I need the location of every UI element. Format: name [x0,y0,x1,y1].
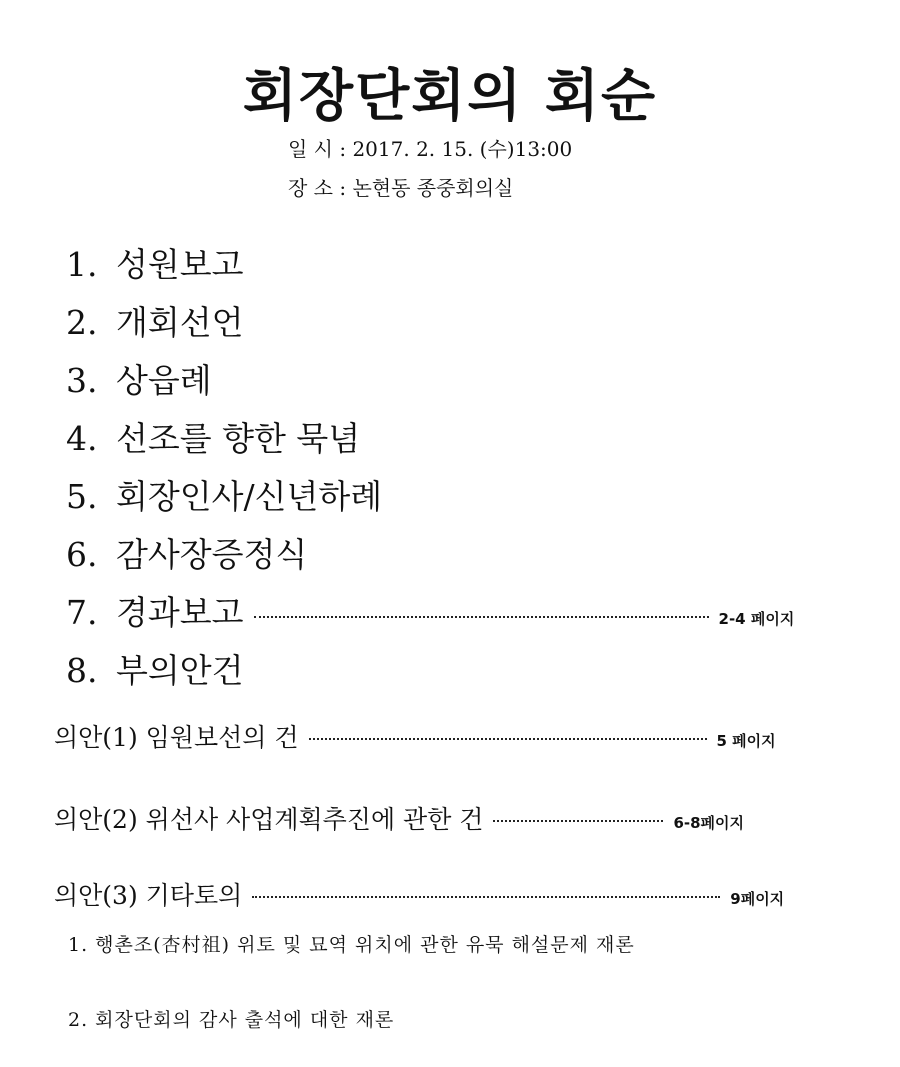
sub-item: 2. 회장단회의 감사 출석에 대한 재론 [68,1009,395,1031]
agenda-item [66,298,794,356]
agenda-item [66,240,794,298]
page-reference: 6-8페이지 [673,814,745,832]
agenda-item [66,472,794,530]
agenda-item-number: 3. [66,361,98,400]
agenda-list [66,240,794,704]
dot-leader [254,616,709,618]
agenda-item-text: 상읍례 [116,361,212,400]
motion-text: 의안(2) 위선사 사업계획추진에 관한 건 [54,805,484,834]
motion-item [54,718,776,754]
agenda-item-number: 7. [66,593,98,632]
agenda-item-text: 감사장증정식 [116,535,308,574]
agenda-item-number: 8. [66,651,98,690]
motion-text: 의안(1) 임원보선의 건 [54,723,299,752]
agenda-item-text: 회장인사/신년하례 [116,477,383,516]
agenda-item [66,414,794,472]
sub-item: 1. 행촌조(杏村祖) 위토 및 묘역 위치에 관한 유묵 해설문제 재론 [68,934,635,956]
page-title: 회장단회의 회순 [242,64,658,129]
motion-text: 의안(3) 기타토의 [54,881,243,910]
agenda-item-number: 6. [66,535,98,574]
agenda-item [66,646,794,704]
agenda-item-text: 부의안건 [116,651,244,690]
page-reference: 5 페이지 [716,732,776,750]
agenda-item [66,530,794,588]
agenda-item-text: 성원보고 [116,245,244,284]
agenda-item-number: 4. [66,419,98,458]
page-reference: 9페이지 [730,890,785,908]
agenda-item-number: 5. [66,477,98,516]
meeting-date: 일 시 : 2017. 2. 15. (수)13:00 [288,137,573,161]
agenda-item-number: 2. [66,303,98,342]
motion-item [54,876,784,912]
dot-leader [309,738,707,740]
agenda-item [66,588,794,646]
agenda-item-text: 경과보고 [116,593,244,632]
page-reference: 2-4 페이지 [718,610,795,628]
agenda-item [66,356,794,414]
agenda-item-text: 선조를 향한 묵념 [116,419,361,458]
dot-leader [493,820,663,822]
meeting-place: 장 소 : 논현동 종중회의실 [288,176,514,200]
dot-leader [252,896,720,898]
motion-item [54,800,744,836]
agenda-item-text: 개회선언 [116,303,244,342]
agenda-item-number: 1. [66,245,98,284]
